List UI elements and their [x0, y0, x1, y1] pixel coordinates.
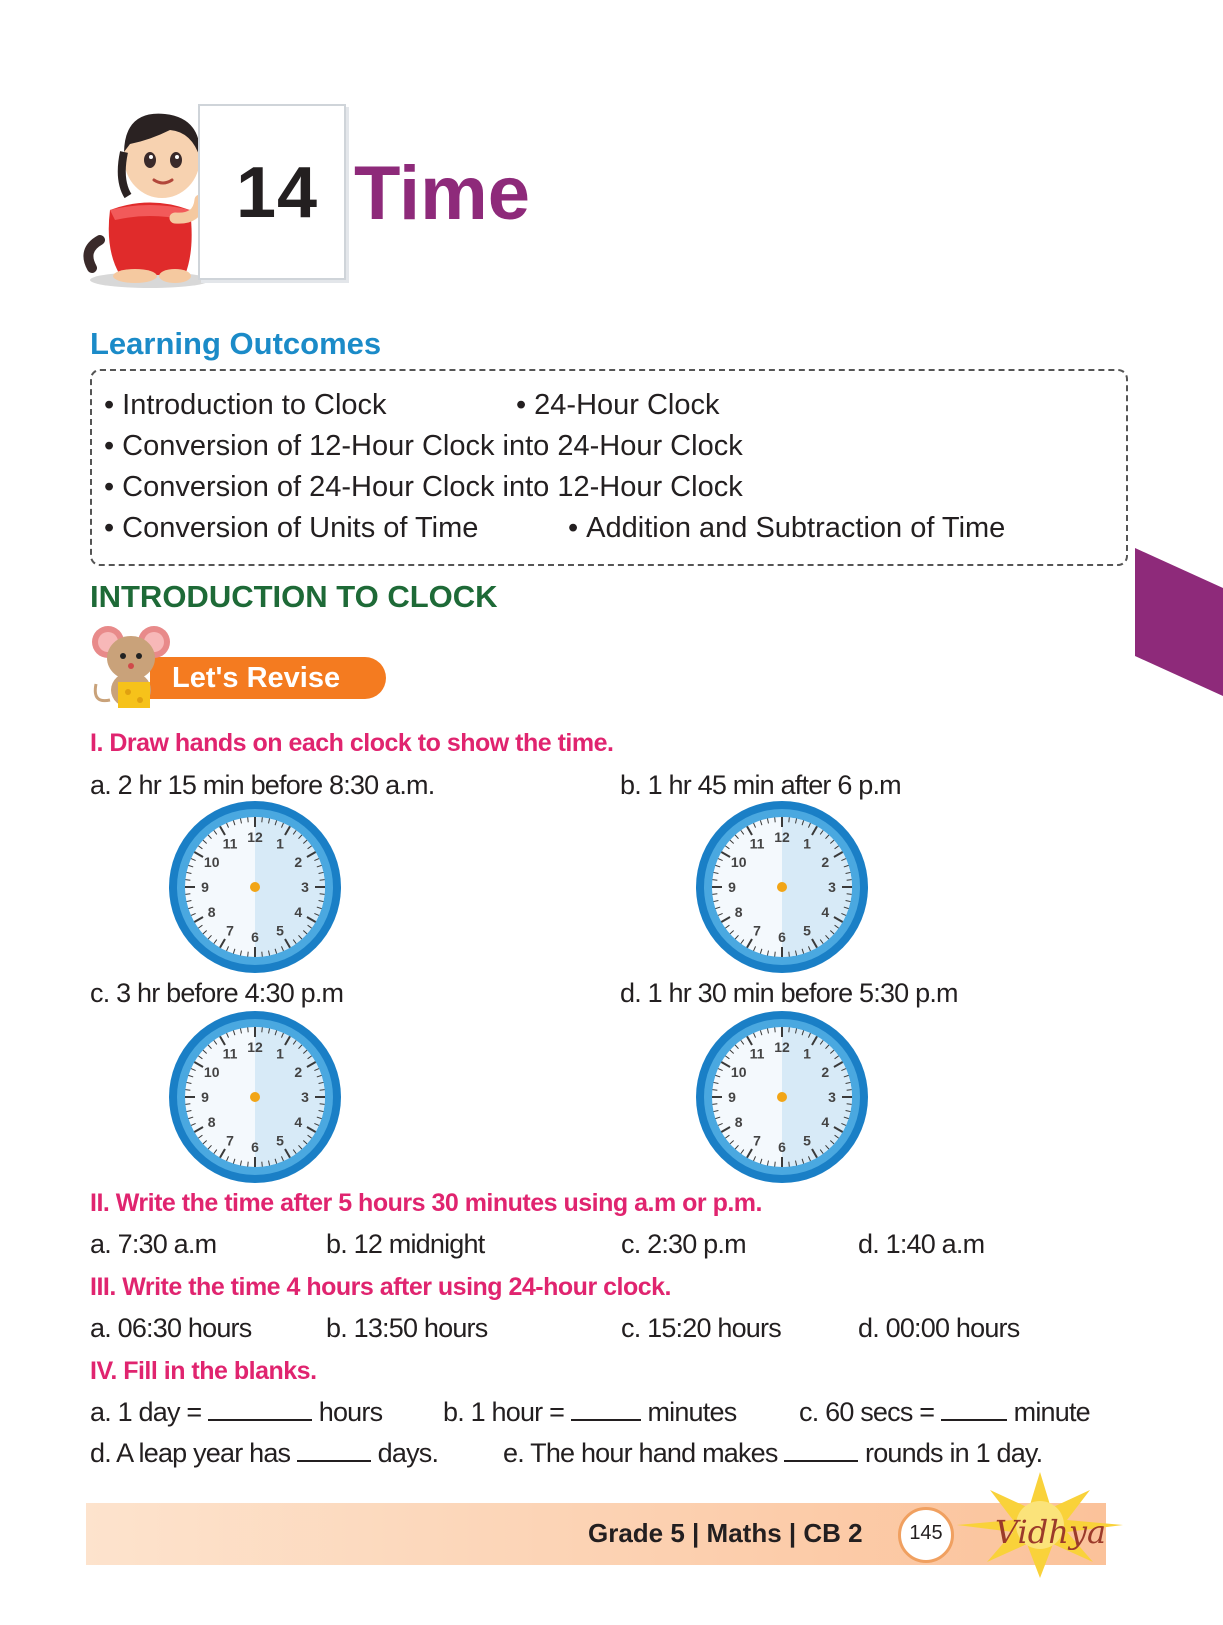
clock-number: 8	[734, 1114, 743, 1130]
blank-line[interactable]	[571, 1397, 641, 1421]
clock-tick	[320, 880, 325, 881]
question-item: a. 2 hr 15 min before 8:30 a.m.	[90, 770, 435, 800]
clock-center-dot	[777, 882, 787, 892]
fill-blank-text: c. 60 secs =	[799, 1397, 935, 1427]
clock-number: 3	[301, 879, 309, 895]
clock-tick	[789, 1162, 790, 1167]
clock-number: 11	[222, 1045, 238, 1062]
clock-number: 1	[276, 1045, 284, 1062]
clock-number: 3	[828, 879, 836, 895]
chapter-title: Time	[354, 151, 531, 236]
clock-tick	[775, 1027, 776, 1032]
fill-blank-text: d. A leap year has	[90, 1438, 291, 1468]
clock-tick	[847, 1090, 852, 1091]
clock-number: 2	[294, 1064, 303, 1080]
clock-tick	[262, 1162, 263, 1167]
mouse-illustration	[88, 620, 178, 712]
fill-blank-d	[90, 1438, 438, 1469]
clock-tick	[320, 894, 325, 895]
question-heading: I. Draw hands on each clock to show the time.	[90, 729, 614, 757]
fill-blank-text: minute	[1013, 1397, 1090, 1427]
clock-tick	[775, 817, 776, 822]
clock-tick	[775, 1162, 776, 1167]
fill-blank-text: days.	[377, 1438, 439, 1468]
clock-number: 6	[251, 929, 259, 945]
clock-number: 7	[753, 922, 761, 939]
clock-number: 1	[803, 1045, 811, 1062]
clock-number: 7	[226, 1132, 234, 1149]
clock-number: 4	[821, 904, 830, 920]
question-item: c. 15:20 hours	[621, 1313, 781, 1343]
clock-tick	[847, 1104, 852, 1105]
clock-tick	[185, 894, 190, 895]
clock-number: 9	[728, 879, 736, 895]
learning-outcomes-heading: Learning Outcomes	[90, 326, 382, 361]
question-item: c. 2:30 p.m	[621, 1229, 746, 1259]
blank-line[interactable]	[784, 1438, 858, 1462]
fill-blank-text: minutes	[647, 1397, 737, 1427]
clock-tick	[262, 952, 263, 957]
clock-tick	[775, 952, 776, 957]
clock-tick	[789, 952, 790, 957]
clock-number: 3	[828, 1089, 836, 1105]
clock-center-dot	[250, 882, 260, 892]
clock-tick	[262, 817, 263, 822]
footer-text: Grade 5 | Maths | CB 2	[588, 1518, 863, 1548]
clock-number: 5	[276, 1132, 284, 1149]
blank-line[interactable]	[208, 1397, 312, 1421]
clock-tick	[712, 1104, 717, 1105]
blank-line[interactable]	[941, 1397, 1007, 1421]
clock-tick	[185, 880, 190, 881]
clock-number: 10	[203, 854, 220, 870]
chapter-number: 14	[236, 153, 319, 233]
clock-number: 8	[734, 904, 743, 920]
clock-number: 4	[294, 904, 303, 920]
clock-tick	[789, 1027, 790, 1032]
clock-number: 8	[207, 1114, 216, 1130]
clock-center-dot	[250, 1092, 260, 1102]
clock-tick	[248, 1162, 249, 1167]
question-heading: III. Write the time 4 hours after using 24-hour clock.	[90, 1273, 671, 1301]
clock-number: 10	[203, 1064, 220, 1080]
clock-number: 9	[201, 879, 209, 895]
side-tab	[1135, 548, 1223, 696]
clock-number: 4	[821, 1114, 830, 1130]
fill-blank-c	[799, 1397, 1090, 1428]
question-heading: IV. Fill in the blanks.	[90, 1357, 317, 1385]
question-item: d. 1 hr 30 min before 5:30 p.m	[620, 978, 958, 1008]
clock-number: 2	[821, 1064, 830, 1080]
clock-number: 10	[730, 1064, 747, 1080]
outcome-item: • Conversion of Units of Time	[104, 512, 478, 545]
clock-center-dot	[777, 1092, 787, 1102]
question-item: b. 1 hr 45 min after 6 p.m	[620, 770, 901, 800]
clock-tick	[847, 894, 852, 895]
clock-number: 6	[778, 1139, 786, 1155]
question-item: d. 00:00 hours	[858, 1313, 1020, 1343]
clock-number: 5	[276, 922, 284, 939]
outcome-item: • Conversion of 24-Hour Clock into 12-Hour Clock	[104, 471, 743, 504]
outcome-item: • 24-Hour Clock	[516, 389, 720, 422]
question-item: b. 12 midnight	[326, 1229, 485, 1259]
clock-number: 8	[207, 904, 216, 920]
clock-number: 7	[753, 1132, 761, 1149]
clock-number: 11	[749, 835, 765, 852]
question-item: a. 7:30 a.m	[90, 1229, 217, 1259]
clock-face[interactable]	[167, 799, 343, 975]
clock-number: 10	[730, 854, 747, 870]
outcome-item: • Introduction to Clock	[104, 389, 387, 422]
clock-tick	[320, 1104, 325, 1105]
clock-tick	[712, 894, 717, 895]
clock-tick	[185, 1090, 190, 1091]
clock-face[interactable]	[694, 1009, 870, 1185]
question-item: b. 13:50 hours	[326, 1313, 488, 1343]
blank-line[interactable]	[297, 1438, 371, 1462]
clock-number: 9	[728, 1089, 736, 1105]
fill-blank-a	[90, 1397, 382, 1428]
section-heading: INTRODUCTION TO CLOCK	[90, 579, 498, 614]
clock-number: 12	[247, 1039, 263, 1055]
clock-number: 12	[774, 1039, 790, 1055]
clock-number: 5	[803, 922, 811, 939]
question-item: d. 1:40 a.m	[858, 1229, 985, 1259]
clock-number: 11	[749, 1045, 765, 1062]
page-number: 145	[909, 1522, 943, 1544]
clock-face[interactable]	[694, 799, 870, 975]
fill-blank-text: hours	[318, 1397, 383, 1427]
fill-blank-text: b. 1 hour =	[443, 1397, 565, 1427]
fill-blank-text: e. The hour hand makes	[503, 1438, 778, 1468]
brand-logo-text: Vidhya	[995, 1513, 1107, 1551]
clock-face[interactable]	[167, 1009, 343, 1185]
clock-number: 6	[778, 929, 786, 945]
clock-tick	[248, 817, 249, 822]
fill-blank-e	[503, 1438, 1042, 1469]
lets-revise-label: Let's Revise	[172, 662, 341, 694]
clock-tick	[712, 880, 717, 881]
outcome-item: • Conversion of 12-Hour Clock into 24-Hour Clock	[104, 430, 743, 463]
question-item: c. 3 hr before 4:30 p.m	[90, 978, 344, 1008]
clock-number: 2	[821, 854, 830, 870]
fill-blank-b	[443, 1397, 736, 1428]
clock-number: 1	[803, 835, 811, 852]
clock-number: 6	[251, 1139, 259, 1155]
fill-blank-text: rounds in 1 day.	[865, 1438, 1043, 1468]
clock-tick	[248, 952, 249, 957]
clock-number: 3	[301, 1089, 309, 1105]
clock-number: 4	[294, 1114, 303, 1130]
clock-number: 2	[294, 854, 303, 870]
clock-tick	[320, 1090, 325, 1091]
clock-number: 1	[276, 835, 284, 852]
clock-tick	[185, 1104, 190, 1105]
question-heading: II. Write the time after 5 hours 30 minutes using a.m or p.m.	[90, 1189, 762, 1217]
question-item: a. 06:30 hours	[90, 1313, 252, 1343]
clock-number: 5	[803, 1132, 811, 1149]
fill-blank-text: a. 1 day =	[90, 1397, 202, 1427]
clock-tick	[712, 1090, 717, 1091]
clock-number: 11	[222, 835, 238, 852]
clock-tick	[847, 880, 852, 881]
clock-number: 12	[774, 829, 790, 845]
outcome-item: • Addition and Subtraction of Time	[568, 512, 1005, 545]
clock-number: 12	[247, 829, 263, 845]
clock-number: 9	[201, 1089, 209, 1105]
clock-tick	[262, 1027, 263, 1032]
clock-tick	[789, 817, 790, 822]
clock-tick	[248, 1027, 249, 1032]
clock-number: 7	[226, 922, 234, 939]
